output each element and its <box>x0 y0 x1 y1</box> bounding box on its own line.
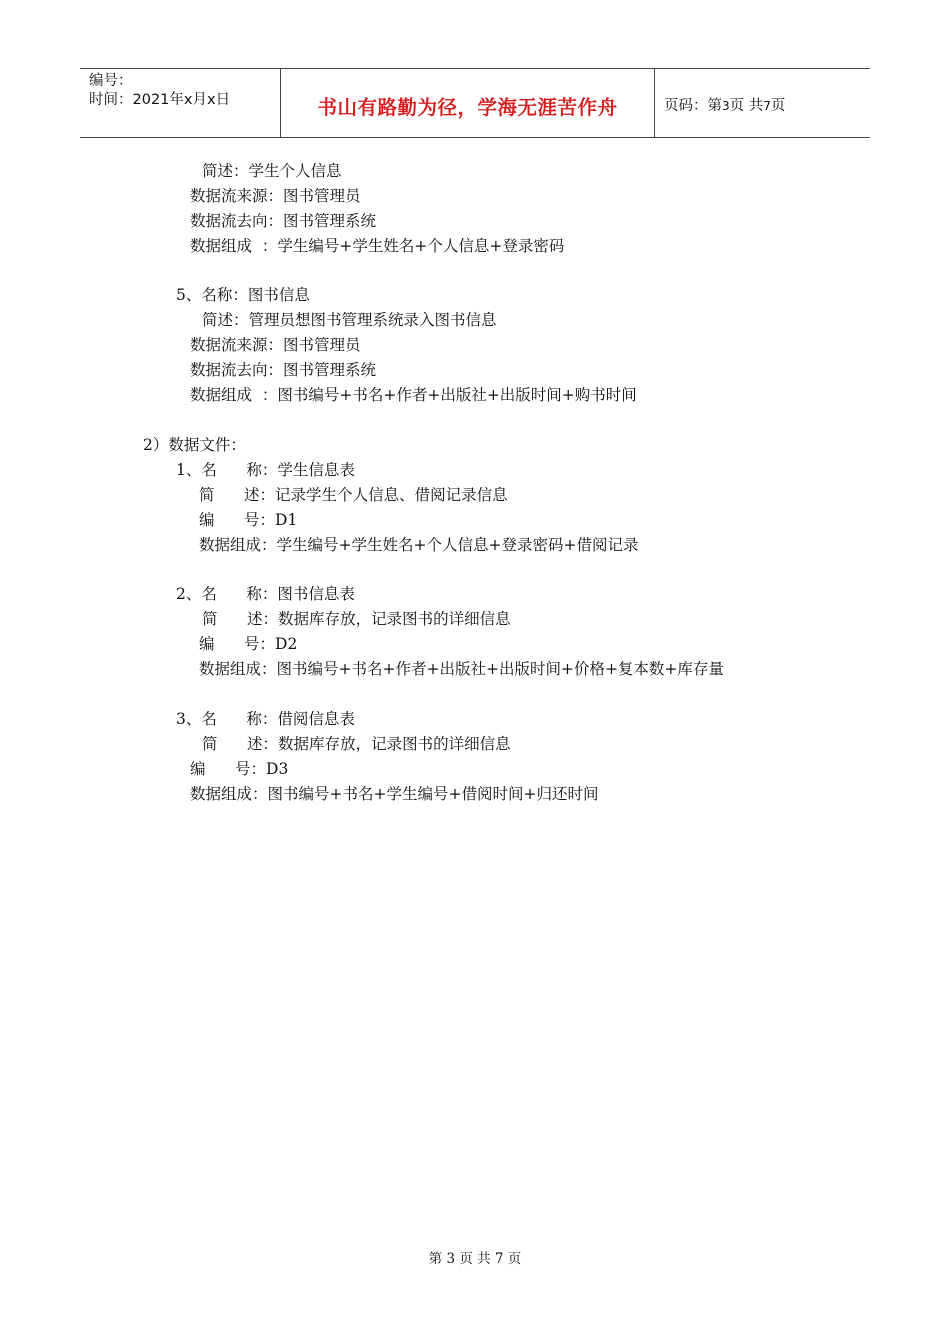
flow-composition-line: 数据组成 ：学生编号+学生姓名+个人信息+登录密码 <box>190 237 565 255</box>
header-motto: 书山有路勤为径，学海无涯苦作舟 <box>317 96 618 119</box>
item-5-composition-line: 数据组成 ：图书编号+书名+作者+出版社+出版时间+购书时间 <box>190 386 637 404</box>
file-3-name-line: 3、名 称：借阅信息表 <box>176 710 355 728</box>
file-1-name-line: 1、名 称：学生信息表 <box>176 461 355 479</box>
document-number-label: 编号： <box>89 73 133 89</box>
header-page-cell <box>655 69 870 137</box>
header-motto-cell <box>281 69 655 137</box>
item-5-desc-line: 简述：管理员想图书管理系统录入图书信息 <box>202 311 497 329</box>
page-current: 3 <box>722 99 730 113</box>
page-mid: 页 共 <box>729 98 764 114</box>
header-page-number <box>664 94 785 115</box>
file-2-composition-line: 数据组成：图书编号+书名+作者+出版社+出版时间+价格+复本数+库存量 <box>199 660 724 678</box>
file-3-id-line: 编 号：D3 <box>190 760 289 778</box>
flow-target-line: 数据流去向：图书管理系统 <box>190 212 377 230</box>
page-suffix: 页 <box>770 98 786 114</box>
document-time-label: 时间：2021年x月x日 <box>89 92 231 108</box>
page-prefix: 页码：第 <box>664 98 722 114</box>
item-5-name-line: 5、名称：图书信息 <box>176 286 310 304</box>
file-2-desc-line: 简 述：数据库存放，记录图书的详细信息 <box>202 610 511 628</box>
header-meta-cell <box>80 69 281 137</box>
file-1-composition-line: 数据组成：学生编号+学生姓名+个人信息+登录密码+借阅记录 <box>199 536 639 554</box>
page-header <box>80 68 870 138</box>
page-total: 7 <box>763 99 771 113</box>
flow-desc-line: 简述：学生个人信息 <box>202 162 342 180</box>
page-footer: 第 3 页 共 7 页 <box>428 1251 522 1267</box>
file-1-desc-line: 简 述：记录学生个人信息、借阅记录信息 <box>199 486 508 504</box>
item-5-source-line: 数据流来源：图书管理员 <box>190 336 361 354</box>
file-2-name-line: 2、名 称：图书信息表 <box>176 585 355 603</box>
item-5-target-line: 数据流去向：图书管理系统 <box>190 361 377 379</box>
flow-source-line: 数据流来源：图书管理员 <box>190 187 361 205</box>
file-3-desc-line: 简 述：数据库存放，记录图书的详细信息 <box>202 735 511 753</box>
section-heading: 2）数据文件： <box>143 436 246 454</box>
file-1-id-line: 编 号：D1 <box>199 511 298 529</box>
file-2-id-line: 编 号：D2 <box>199 635 298 653</box>
file-3-composition-line: 数据组成：图书编号+书名+学生编号+借阅时间+归还时间 <box>190 785 599 803</box>
